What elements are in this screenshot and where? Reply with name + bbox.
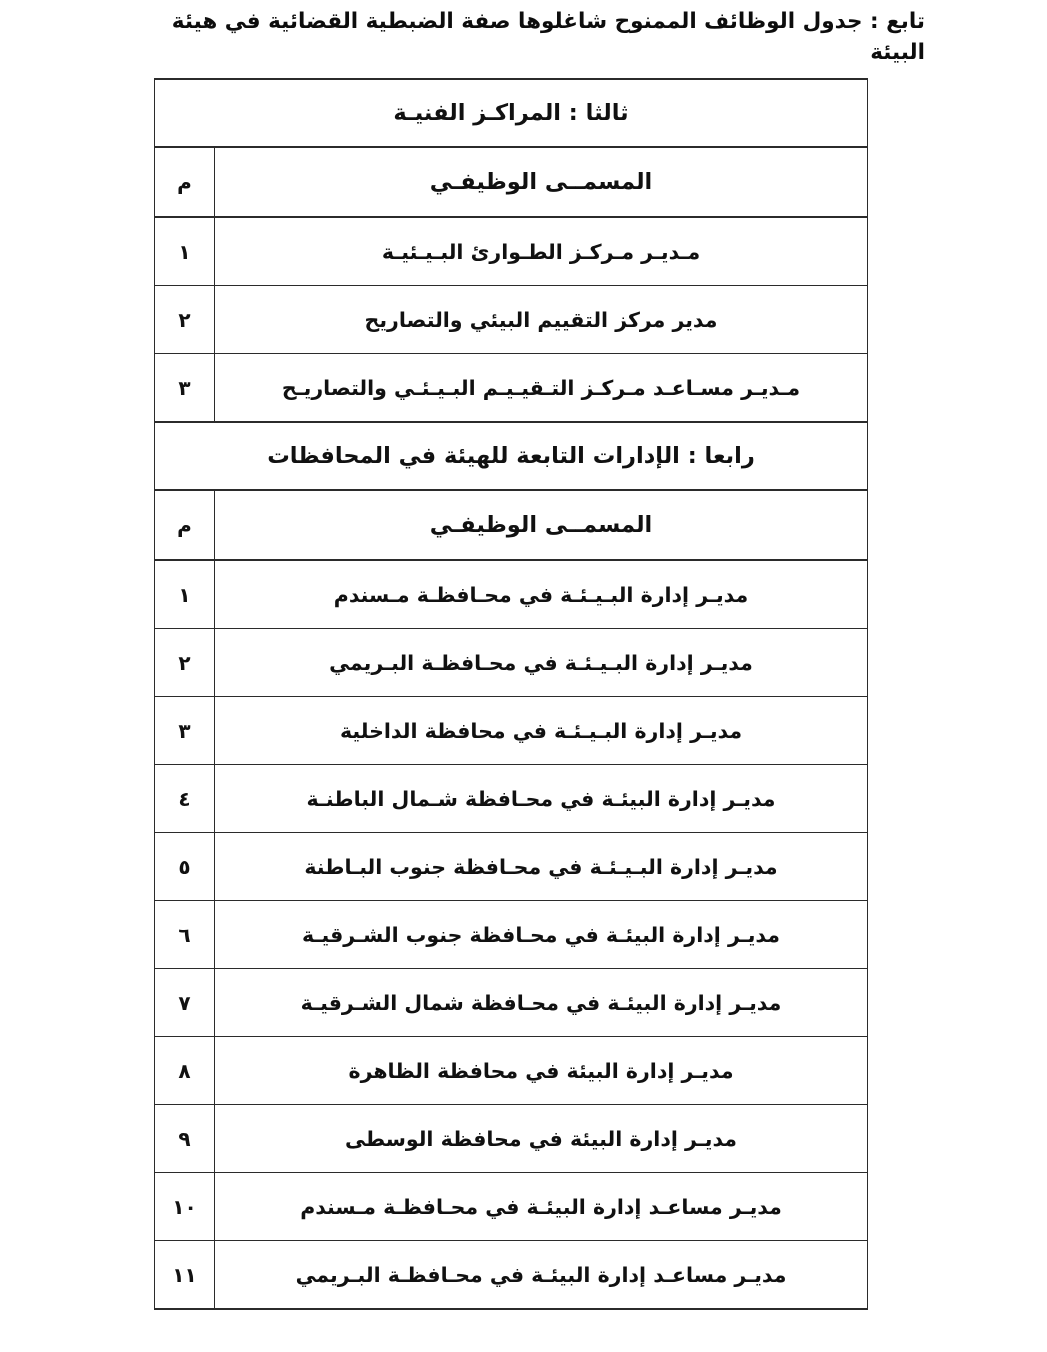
row-index-cell: ٥ <box>154 833 214 901</box>
section-header-row <box>154 79 867 147</box>
table-row <box>154 901 867 969</box>
job-title-cell: مديـر مساعـد إدارة البيئـة في محـافظـة البـريمي <box>215 1241 868 1310</box>
jobs-table-container <box>155 78 868 1310</box>
section-title: ثالثا : المراكـز الفنيـة <box>154 79 867 147</box>
section-title: رابعا : الإدارات التابعة للهيئة في المحافظات <box>154 422 867 490</box>
job-title-cell: مديـر إدارة البيئـة في محـافظة شمال الشـرقيـة <box>215 969 868 1037</box>
job-title-cell: مـديـر مسـاعـد مـركـز التـقيـيـم البـيـئـي والتصاريـح <box>215 354 868 423</box>
job-title-cell: مديـر إدارة البـيـئـة في محافظة الداخلية <box>215 697 868 765</box>
table-row <box>154 354 867 423</box>
table-row <box>154 1241 867 1310</box>
jobs-table <box>154 78 868 1310</box>
column-header-row <box>154 490 867 560</box>
table-row <box>154 765 867 833</box>
job-title-cell: مديـر إدارة البيئـة في محـافظة شـمال الباطنـة <box>215 765 868 833</box>
row-index-cell: ١٠ <box>154 1173 214 1241</box>
row-index-cell: ٢ <box>154 286 214 354</box>
job-title-cell: مدير مركز التقييم البيئي والتصاريح <box>215 286 868 354</box>
row-index-cell: ١ <box>154 560 214 629</box>
job-title-cell: مديـر مساعـد إدارة البيئـة في محـافظـة مـسندم <box>215 1173 868 1241</box>
table-row <box>154 1173 867 1241</box>
job-title-cell: مـديـر مـركـز الطـوارئ البـيـئيـة <box>215 217 868 286</box>
row-index-cell: ٩ <box>154 1105 214 1173</box>
table-row <box>154 1037 867 1105</box>
job-title-cell: مديـر إدارة البيئة في محافظة الظاهرة <box>215 1037 868 1105</box>
job-title-cell: مديـر إدارة البيئة في محافظة الوسطى <box>215 1105 868 1173</box>
job-title-cell: مديـر إدارة البـيـئـة في محـافظـة البـريمي <box>215 629 868 697</box>
column-header-index: م <box>154 490 214 560</box>
job-title-cell: مديـر إدارة البـيـئـة في محـافظـة مـسندم <box>215 560 868 629</box>
table-row <box>154 969 867 1037</box>
row-index-cell: ٨ <box>154 1037 214 1105</box>
table-row <box>154 697 867 765</box>
table-row <box>154 286 867 354</box>
column-header-index: م <box>154 147 214 217</box>
table-row <box>154 629 867 697</box>
table-row <box>154 833 867 901</box>
row-index-cell: ١ <box>154 217 214 286</box>
column-header-job-title: المسمــى الوظيفـي <box>215 147 868 217</box>
job-title-cell: مديـر إدارة البيئـة في محـافظة جنوب الشـرقيـة <box>215 901 868 969</box>
job-title-cell: مديـر إدارة البـيـئـة في محـافظة جنوب البـاطنة <box>215 833 868 901</box>
row-index-cell: ٧ <box>154 969 214 1037</box>
table-row <box>154 560 867 629</box>
column-header-row <box>154 147 867 217</box>
column-header-job-title: المسمــى الوظيفـي <box>215 490 868 560</box>
page-title: تابع : جدول الوظائف الممنوح شاغلوها صفة الضبطية القضائية في هيئة البيئة <box>171 9 925 66</box>
table-row <box>154 217 867 286</box>
row-index-cell: ١١ <box>154 1241 214 1310</box>
table-row <box>154 1105 867 1173</box>
section-header-row <box>154 422 867 490</box>
row-index-cell: ٦ <box>154 901 214 969</box>
row-index-cell: ٣ <box>154 354 214 423</box>
row-index-cell: ٣ <box>154 697 214 765</box>
row-index-cell: ٢ <box>154 629 214 697</box>
row-index-cell: ٤ <box>154 765 214 833</box>
